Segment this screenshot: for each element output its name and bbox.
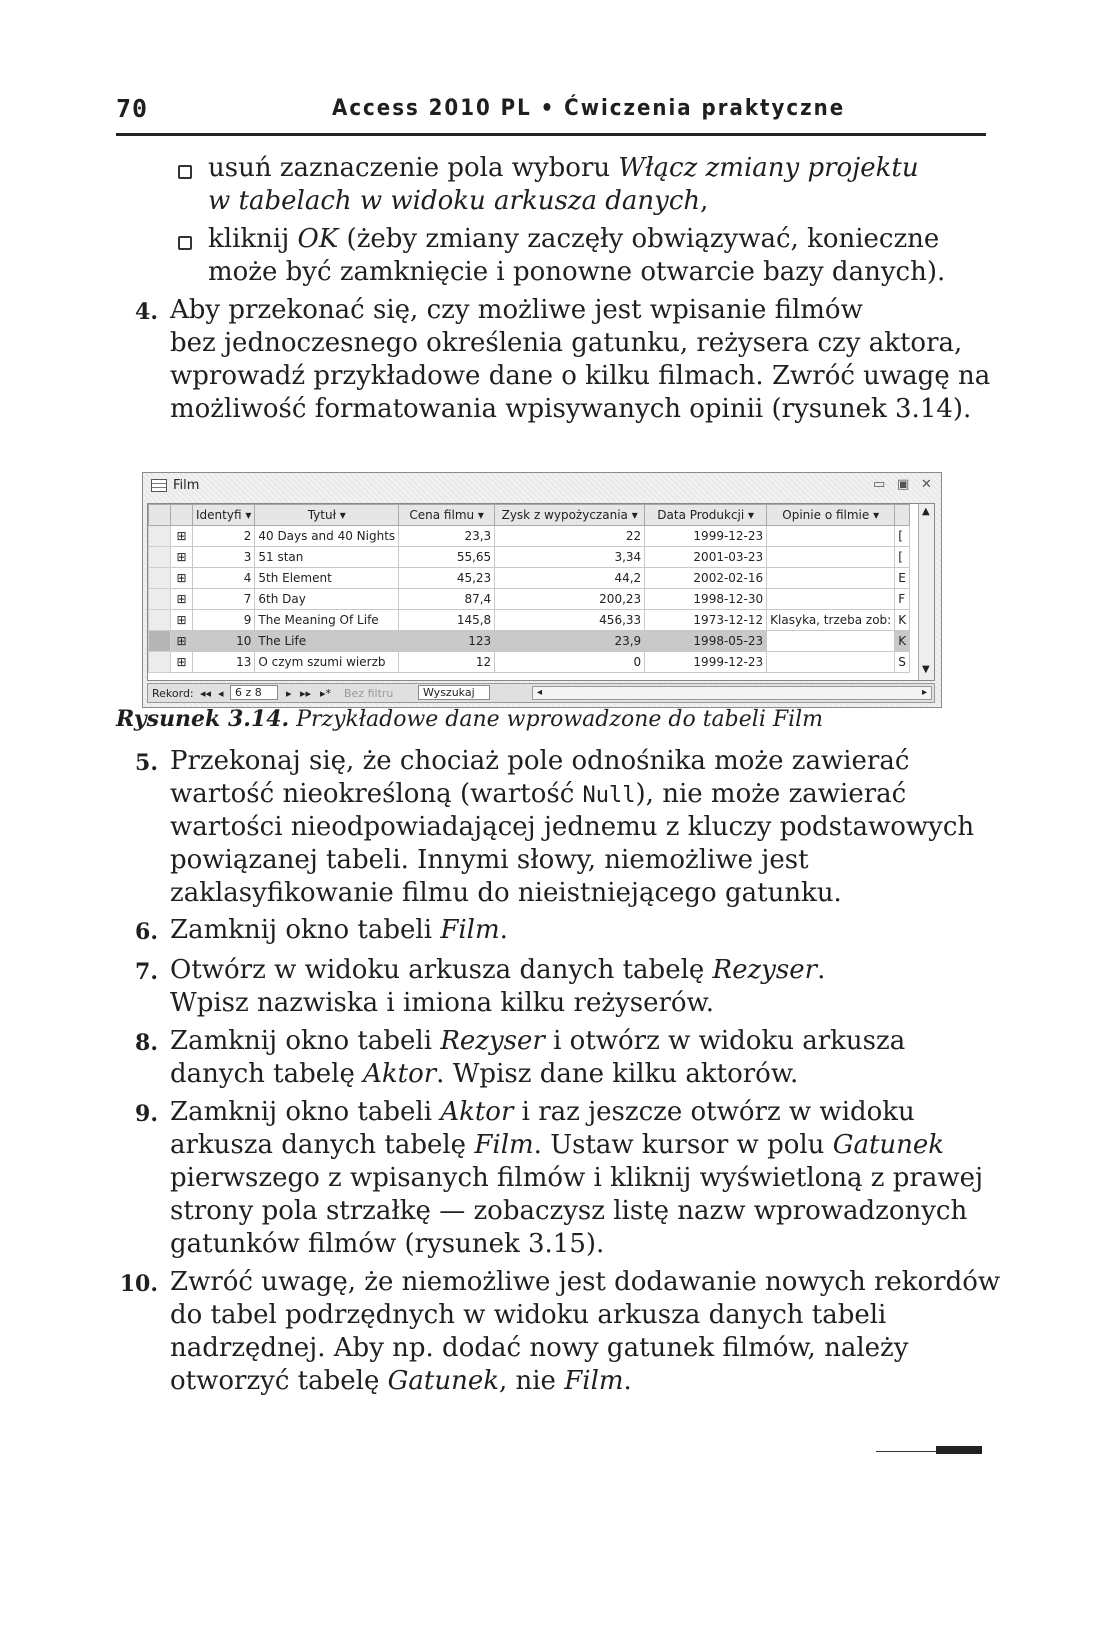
step-8-line-2: danych tabelę Aktor. Wpisz dane kilku aktorów. bbox=[170, 1059, 799, 1089]
window-titlebar bbox=[143, 473, 941, 499]
cell-opinion[interactable] bbox=[767, 547, 895, 568]
row-selector[interactable] bbox=[149, 610, 171, 631]
figure-caption bbox=[116, 706, 823, 732]
datasheet-table bbox=[148, 504, 910, 673]
step-4-line-4: możliwość formatowania wpisywanych opinii (rysunek 3.14). bbox=[170, 394, 972, 424]
step-5-line-5: zaklasyfikowanie filmu do nieistniejącego gatunku. bbox=[170, 878, 842, 908]
cell-date[interactable]: 1998-12-30 bbox=[645, 589, 767, 610]
cell-id[interactable]: 13 bbox=[193, 652, 255, 673]
cell-title[interactable]: 51 stan bbox=[255, 547, 399, 568]
search-input[interactable]: Wyszukaj bbox=[418, 685, 490, 700]
cell-date[interactable]: 1973-12-12 bbox=[645, 610, 767, 631]
restore-icon[interactable]: ▣ bbox=[897, 477, 910, 492]
step-5-line-1: Przekonaj się, że chociaż pole odnośnika może zawierać bbox=[170, 746, 910, 776]
row-selector[interactable] bbox=[149, 652, 171, 673]
step-9-line-2: arkusza danych tabelę Film. Ustaw kursor w polu Gatunek bbox=[170, 1130, 945, 1160]
cell-profit[interactable]: 0 bbox=[495, 652, 645, 673]
step-4-line-2: bez jednoczesnego określenia gatunku, reżysera czy aktora, bbox=[170, 328, 963, 358]
column-header-extra bbox=[895, 505, 910, 526]
cell-date[interactable]: 2001-03-23 bbox=[645, 547, 767, 568]
step-10-line-1: Zwróć uwagę, że niemożliwe jest dodawanie nowych rekordów bbox=[170, 1267, 1001, 1297]
step-number: 9. bbox=[135, 1101, 158, 1127]
cell-opinion[interactable] bbox=[767, 652, 895, 673]
access-table-window bbox=[142, 472, 942, 708]
cell-title[interactable]: 5th Element bbox=[255, 568, 399, 589]
table-icon bbox=[151, 479, 167, 492]
next-record-icon[interactable]: ▸ bbox=[286, 687, 292, 700]
cell-profit[interactable]: 44,2 bbox=[495, 568, 645, 589]
step-9-line-5: gatunków filmów (rysunek 3.15). bbox=[170, 1229, 605, 1259]
table-row[interactable] bbox=[149, 568, 910, 589]
cell-opinion[interactable]: Klasyka, trzeba zob: bbox=[767, 610, 895, 631]
record-navigation-bar bbox=[147, 683, 935, 703]
new-record-icon[interactable]: ▸* bbox=[320, 687, 332, 700]
cell-title[interactable]: O czym szumi wierzb bbox=[255, 652, 399, 673]
cell-price[interactable]: 45,23 bbox=[399, 568, 495, 589]
cell-profit[interactable]: 456,33 bbox=[495, 610, 645, 631]
table-row-current[interactable] bbox=[149, 631, 910, 652]
cell-opinion[interactable] bbox=[767, 589, 895, 610]
step-number: 8. bbox=[135, 1030, 158, 1056]
cell-truncated[interactable]: E bbox=[895, 568, 910, 589]
running-header bbox=[116, 92, 986, 136]
bullet-2-line-2: może być zamknięcie i ponowne otwarcie bazy danych). bbox=[208, 257, 946, 287]
cell-opinion[interactable] bbox=[767, 568, 895, 589]
page-number: 70 bbox=[116, 94, 149, 123]
horizontal-scrollbar[interactable] bbox=[532, 686, 932, 700]
step-number: 6. bbox=[135, 919, 158, 945]
cell-truncated[interactable]: [ bbox=[895, 547, 910, 568]
step-5-line-2: wartość nieokreśloną (wartość Null), nie może zawierać bbox=[170, 779, 907, 809]
cell-truncated[interactable]: [ bbox=[895, 526, 910, 547]
cell-truncated[interactable]: K bbox=[895, 631, 910, 652]
cell-price[interactable]: 23,3 bbox=[399, 526, 495, 547]
scroll-left-icon[interactable]: ◂ bbox=[537, 687, 543, 698]
row-selector[interactable] bbox=[149, 547, 171, 568]
minimize-icon[interactable]: ▭ bbox=[873, 477, 886, 492]
expand-plus-icon[interactable]: ⊞ bbox=[171, 589, 193, 610]
cell-date[interactable]: 2002-02-16 bbox=[645, 568, 767, 589]
step-number: 7. bbox=[135, 959, 158, 985]
filter-status[interactable]: Bez filtru bbox=[344, 687, 394, 700]
record-position-field[interactable]: 6 z 8 bbox=[230, 685, 278, 700]
bullet-2-line-1: kliknij OK (żeby zmiany zaczęły obwiązywać, konieczne bbox=[208, 224, 940, 254]
figure-text: Przykładowe dane wprowadzone do tabeli Film bbox=[296, 707, 824, 732]
step-10-line-4: otworzyć tabelę Gatunek, nie Film. bbox=[170, 1366, 632, 1396]
cell-title[interactable]: 40 Days and 40 Nights bbox=[255, 526, 399, 547]
table-row[interactable] bbox=[149, 652, 910, 673]
row-selector-header bbox=[149, 505, 171, 526]
expand-plus-icon[interactable]: ⊞ bbox=[171, 547, 193, 568]
last-record-icon[interactable]: ▸▸ bbox=[300, 687, 312, 700]
step-5-line-3: wartości nieodpowiadającej jednemu z kluczy podstawowych bbox=[170, 812, 975, 842]
expand-header bbox=[171, 505, 193, 526]
page-end-marker bbox=[876, 1448, 982, 1452]
step-9-line-4: strony pola strzałkę — zobaczysz listę nazw wprowadzonych bbox=[170, 1196, 968, 1226]
cell-opinion[interactable] bbox=[767, 526, 895, 547]
previous-record-icon[interactable]: ◂ bbox=[218, 687, 224, 700]
checkbox-bullet-icon bbox=[178, 165, 192, 179]
expand-plus-icon[interactable]: ⊞ bbox=[171, 526, 193, 547]
row-selector[interactable] bbox=[149, 631, 171, 652]
window-title: Film bbox=[173, 478, 200, 493]
cell-price[interactable]: 145,8 bbox=[399, 610, 495, 631]
step-5-line-4: powiązanej tabeli. Innymi słowy, niemożliwe jest bbox=[170, 845, 809, 875]
cell-date[interactable]: 1998-05-23 bbox=[645, 631, 767, 652]
cell-price[interactable]: 123 bbox=[399, 631, 495, 652]
expand-plus-icon[interactable]: ⊞ bbox=[171, 631, 193, 652]
column-header-opinion[interactable]: Opinie o filmie ▾ bbox=[767, 505, 895, 526]
figure-label: Rysunek 3.14. bbox=[116, 706, 290, 732]
cell-title[interactable]: 6th Day bbox=[255, 589, 399, 610]
vertical-scrollbar[interactable] bbox=[918, 504, 934, 680]
close-icon[interactable]: ✕ bbox=[921, 477, 932, 492]
cell-opinion-editing[interactable] bbox=[767, 631, 895, 652]
table-row[interactable] bbox=[149, 526, 910, 547]
step-6-line-1: Zamknij okno tabeli Film. bbox=[170, 915, 508, 945]
step-8-line-1: Zamknij okno tabeli Rezyser i otwórz w widoku arkusza bbox=[170, 1026, 906, 1056]
book-title: Access 2010 PL • Ćwiczenia praktyczne bbox=[332, 96, 846, 121]
column-header-price[interactable]: Cena filmu ▾ bbox=[399, 505, 495, 526]
cell-title[interactable]: The Life bbox=[255, 631, 399, 652]
cell-id[interactable]: 4 bbox=[193, 568, 255, 589]
datasheet-grid bbox=[147, 503, 935, 681]
cell-price[interactable]: 87,4 bbox=[399, 589, 495, 610]
step-number: 10. bbox=[119, 1271, 158, 1297]
step-9-line-3: pierwszego z wpisanych filmów i kliknij wyświetloną z prawej bbox=[170, 1163, 984, 1193]
step-7-line-1: Otwórz w widoku arkusza danych tabelę Rezyser. bbox=[170, 955, 826, 985]
column-header-date[interactable]: Data Produkcji ▾ bbox=[645, 505, 767, 526]
cell-profit[interactable]: 22 bbox=[495, 526, 645, 547]
step-number: 4. bbox=[135, 299, 158, 325]
table-row[interactable] bbox=[149, 610, 910, 631]
cell-price[interactable]: 12 bbox=[399, 652, 495, 673]
step-10-line-3: nadrzędnej. Aby np. dodać nowy gatunek filmów, należy bbox=[170, 1333, 909, 1363]
cell-id[interactable]: 9 bbox=[193, 610, 255, 631]
row-selector[interactable] bbox=[149, 589, 171, 610]
scroll-up-icon[interactable]: ▲ bbox=[922, 506, 930, 517]
expand-plus-icon[interactable]: ⊞ bbox=[171, 568, 193, 589]
step-number: 5. bbox=[135, 750, 158, 776]
cell-id[interactable]: 3 bbox=[193, 547, 255, 568]
expand-plus-icon[interactable]: ⊞ bbox=[171, 652, 193, 673]
cell-id[interactable]: 7 bbox=[193, 589, 255, 610]
cell-truncated[interactable]: S bbox=[895, 652, 910, 673]
cell-date[interactable]: 1999-12-23 bbox=[645, 526, 767, 547]
cell-truncated[interactable]: F bbox=[895, 589, 910, 610]
column-header-id[interactable]: Identyfi ▾ bbox=[193, 505, 255, 526]
table-row[interactable] bbox=[149, 589, 910, 610]
cell-id[interactable]: 2 bbox=[193, 526, 255, 547]
step-9-line-1: Zamknij okno tabeli Aktor i raz jeszcze otwórz w widoku bbox=[170, 1097, 915, 1127]
bullet-1-line-1: usuń zaznaczenie pola wyboru Włącz zmiany projektu bbox=[208, 153, 919, 183]
cell-date[interactable]: 1999-12-23 bbox=[645, 652, 767, 673]
record-label: Rekord: bbox=[152, 687, 194, 700]
scroll-right-icon[interactable]: ▸ bbox=[921, 687, 927, 698]
cell-profit[interactable]: 200,23 bbox=[495, 589, 645, 610]
row-selector[interactable] bbox=[149, 568, 171, 589]
column-header-profit[interactable]: Zysk z wypożyczania ▾ bbox=[495, 505, 645, 526]
cell-title[interactable]: The Meaning Of Life bbox=[255, 610, 399, 631]
first-record-icon[interactable]: ◂◂ bbox=[200, 687, 212, 700]
cell-id[interactable]: 10 bbox=[193, 631, 255, 652]
step-4-line-1: Aby przekonać się, czy możliwe jest wpisanie filmów bbox=[170, 295, 863, 325]
table-row[interactable] bbox=[149, 547, 910, 568]
cell-price[interactable]: 55,65 bbox=[399, 547, 495, 568]
cell-profit[interactable]: 3,34 bbox=[495, 547, 645, 568]
expand-plus-icon[interactable]: ⊞ bbox=[171, 610, 193, 631]
bullet-1-line-2: w tabelach w widoku arkusza danych, bbox=[208, 186, 709, 216]
column-header-title[interactable]: Tytuł ▾ bbox=[255, 505, 399, 526]
step-7-line-2: Wpisz nazwiska i imiona kilku reżyserów. bbox=[170, 988, 714, 1018]
scroll-down-icon[interactable]: ▼ bbox=[922, 664, 930, 675]
cell-profit[interactable]: 23,9 bbox=[495, 631, 645, 652]
cell-truncated[interactable]: K bbox=[895, 610, 910, 631]
step-10-line-2: do tabel podrzędnych w widoku arkusza danych tabeli bbox=[170, 1300, 887, 1330]
checkbox-bullet-icon bbox=[178, 236, 192, 250]
step-4-line-3: wprowadź przykładowe dane o kilku filmach. Zwróć uwagę na bbox=[170, 361, 991, 391]
row-selector[interactable] bbox=[149, 526, 171, 547]
